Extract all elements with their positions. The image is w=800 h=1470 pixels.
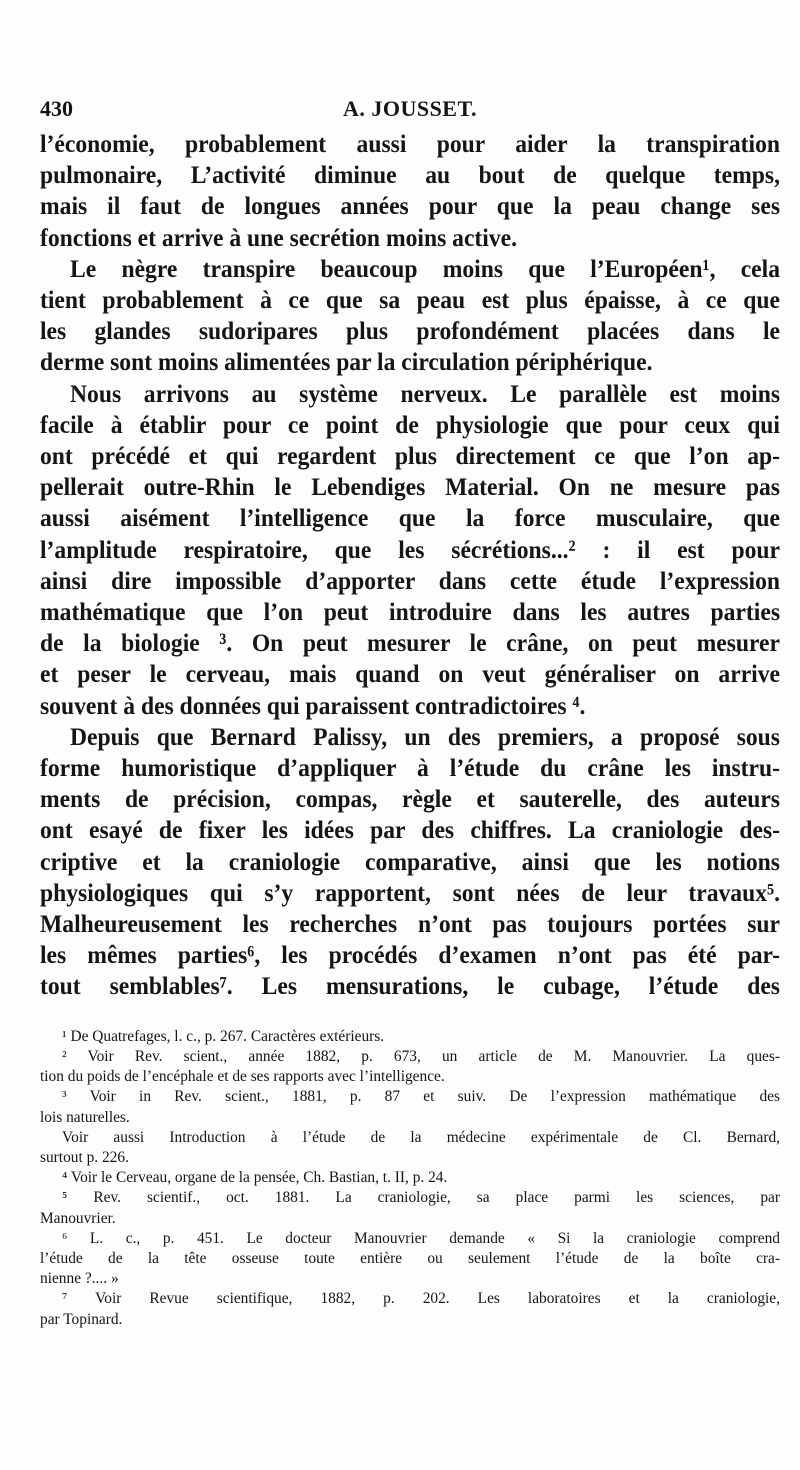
footnote-line: Manouvrier. — [40, 1209, 116, 1227]
body-line: physiologiques qui s’y rapportent, sont nées de leur travaux⁵. — [40, 879, 780, 908]
body-line: pellerait outre-Rhin le Lebendiges Material. On ne mesure pas — [40, 473, 780, 502]
body-line: derme sont moins alimentées par la circulation périphérique. — [40, 348, 653, 377]
body-line: ont esayé de fixer les idées par des chiffres. La craniologie des- — [40, 816, 780, 845]
body-line: de la biologie ³. On peut mesurer le crâne, on peut mesurer — [40, 629, 780, 658]
footnote-line: ³ Voir in Rev. scient., 1881, p. 87 et suiv. De l’expression mathématique des — [62, 1088, 780, 1106]
footnote-line: nienne ?.... » — [40, 1270, 119, 1288]
footnotes — [40, 1027, 780, 1330]
page-number: 430 — [40, 96, 73, 121]
body-text — [40, 128, 780, 1002]
running-head: A. JOUSSET. — [342, 96, 478, 121]
body-line: Nous arrivons au système nerveux. Le parallèle est moins — [70, 379, 780, 408]
page-header — [40, 92, 780, 128]
footnote-line: tion du poids de l’encéphale et de ses rapports avec l’intelligence. — [40, 1068, 445, 1086]
footnote-line: Voir aussi Introduction à l’étude de la médecine expérimentale de Cl. Bernard, — [62, 1128, 780, 1146]
footnote-line: ⁵ Rev. scientif., oct. 1881. La craniologie, sa place parmi les sciences, par — [62, 1189, 780, 1207]
body-line: Le nègre transpire beaucoup moins que l’Européen¹, cela — [70, 254, 780, 284]
footnote-line: ⁶ L. c., p. 451. Le docteur Manouvrier demande « Si la craniologie comprend — [62, 1229, 780, 1247]
footnote-line: surtout p. 226. — [40, 1148, 129, 1166]
body-line: tient probablement à ce que sa peau est plus épaisse, à ce que — [40, 286, 780, 315]
footnote-line: ⁴ Voir le Cerveau, organe de la pensée, Ch. Bastian, t. II, p. 24. — [62, 1169, 448, 1187]
body-line: mais il faut de longues années pour que la peau change ses — [40, 192, 780, 221]
body-line: ments de précision, compas, règle et sauterelle, des auteurs — [40, 785, 780, 814]
body-line: l’amplitude respiratoire, que les sécrétions...² : il est pour — [40, 535, 780, 564]
body-line: ainsi dire impossible d’apporter dans cette étude l’expression — [40, 567, 780, 596]
body-line: Malheureusement les recherches n’ont pas toujours portées sur — [40, 910, 780, 939]
page — [40, 92, 780, 1330]
body-line: souvent à des données qui paraissent contradictoires ⁴. — [40, 691, 586, 720]
footnote-line: ² Voir Rev. scient., année 1882, p. 673, un article de M. Manouvrier. La ques- — [62, 1047, 780, 1065]
footnote-line: ¹ De Quatrefages, l. c., p. 267. Caractères extérieurs. — [62, 1027, 385, 1045]
body-line: les mêmes parties⁶, les procédés d’examen n’ont pas été par- — [40, 941, 780, 970]
body-line: et peser le cerveau, mais quand on veut généraliser on arrive — [40, 660, 780, 689]
body-line: fonctions et arrive à une secrétion moins active. — [40, 223, 518, 252]
body-line: forme humoristique d’appliquer à l’étude du crâne les instru- — [40, 754, 780, 783]
footnote-line: lois naturelles. — [40, 1108, 130, 1126]
footnote-line: ⁷ Voir Revue scientifique, 1882, p. 202. Les laboratoires et la craniologie, — [62, 1290, 780, 1308]
footnote-line: par Topinard. — [40, 1310, 123, 1328]
body-line: ont précédé et qui regardent plus directement ce que l’on ap- — [40, 442, 780, 471]
body-line: Depuis que Bernard Palissy, un des premiers, a proposé sous — [70, 723, 780, 752]
footnote-line: l’étude de la tête osseuse toute entière ou seulement l’étude de la boîte cra- — [40, 1249, 780, 1267]
body-line: tout semblables⁷. Les mensurations, le cubage, l’étude des — [40, 972, 780, 1001]
body-line: les glandes sudoripares plus profondément placées dans le — [40, 317, 780, 346]
body-line: pulmonaire, L’activité diminue au bout de quelque temps, — [40, 161, 780, 190]
body-line: mathématique que l’on peut introduire dans les autres parties — [40, 598, 780, 627]
body-line: aussi aisément l’intelligence que la force musculaire, que — [40, 504, 780, 533]
body-line: facile à établir pour ce point de physiologie que pour ceux qui — [40, 410, 780, 440]
body-line: criptive et la craniologie comparative, ainsi que les notions — [40, 847, 780, 876]
body-line: l’économie, probablement aussi pour aider la transpiration — [40, 130, 780, 159]
